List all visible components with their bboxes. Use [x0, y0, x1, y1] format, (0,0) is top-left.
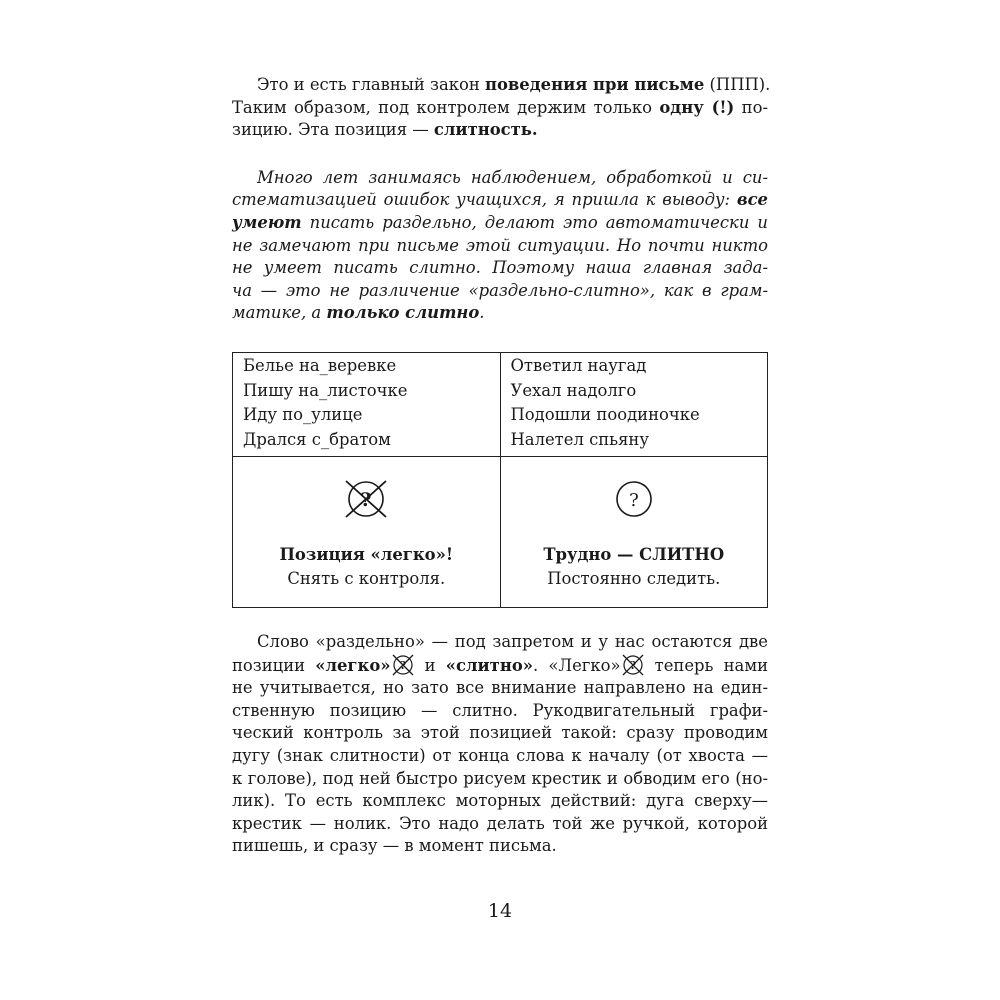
paragraph-1: Это и есть главный закон поведения при письме (ППП). Таким образом, под контролем держим только одну (!) по- зицию. Эта позиция — слитность.	[232, 75, 771, 140]
easy-caption-title: Позиция «легко»!	[279, 545, 454, 565]
list-item: Белье на_веревке	[243, 356, 397, 375]
separate-examples-cell	[233, 353, 501, 457]
page-content	[232, 70, 771, 325]
hard-position-cell	[500, 457, 768, 608]
examples-table	[232, 352, 768, 608]
svg-text:?: ?	[629, 658, 636, 672]
crossed-question-icon	[391, 654, 415, 676]
list-item: Подошли поодиночке	[510, 405, 700, 425]
paragraph-3: Слово «раздельно» — под запретом и у нас остаются две позиции «легко» ? и «слитно». «Легко» ? теперь нами не учитывается, но зато все внимание направлено на един- ственную позицию — слитно. Рукодвигательный графи- ческий контроль за этой позицией такой: сразу проводим дугу (знак слитности) от конца слова к началу (от хвоста — к голове), под ней быстро рисуем крестик и обводим его (но- лик). То есть комплекс моторных действий: дуга сверху— крестик — нолик. Это надо делать той же ручкой, которой пишешь, и сразу — в момент письма.	[232, 632, 768, 856]
crossed-question-glyph: ?	[360, 489, 372, 512]
bold-ppp: поведения при письме	[484, 75, 705, 94]
list-item: Налетел спьяну	[510, 429, 650, 449]
svg-text:?: ?	[399, 658, 406, 672]
hard-caption-title: Трудно — СЛИТНО	[543, 545, 725, 565]
hard-caption-text: Постоянно следить.	[547, 569, 721, 589]
joined-examples-cell	[500, 353, 768, 457]
question-glyph: ?	[628, 490, 639, 512]
easy-caption-text: Снять с контроля.	[287, 569, 446, 589]
list-item: Уехал надолго	[510, 380, 637, 400]
paragraph-2: Много лет занимаясь наблюдением, обработкой и си- стематизацией ошибок учащихся, я пришла к выводу: все умеют писать раздельно, делают это автоматически и не замечают при письме этой ситуации. Но почти никто не умеет писать слитно. Поэтому наша главная зада- ча — это не различение «раздельно-слитно», как в грам- матике, а только слитно.	[232, 167, 768, 323]
bold-slitnost: слитность.	[433, 120, 538, 140]
list-item: Ответил наугад	[510, 356, 647, 375]
list-item: Дрался с_братом	[243, 429, 391, 449]
page-number: 14	[487, 900, 513, 922]
list-item: Иду по_улице	[243, 405, 363, 425]
crossed-question-icon	[621, 654, 645, 676]
bold-one: одну (!)	[659, 97, 735, 117]
crossed-question-icon	[340, 477, 392, 521]
question-circle-icon	[612, 477, 656, 521]
list-item: Пишу на_листочке	[243, 380, 408, 400]
easy-position-cell	[233, 457, 501, 608]
